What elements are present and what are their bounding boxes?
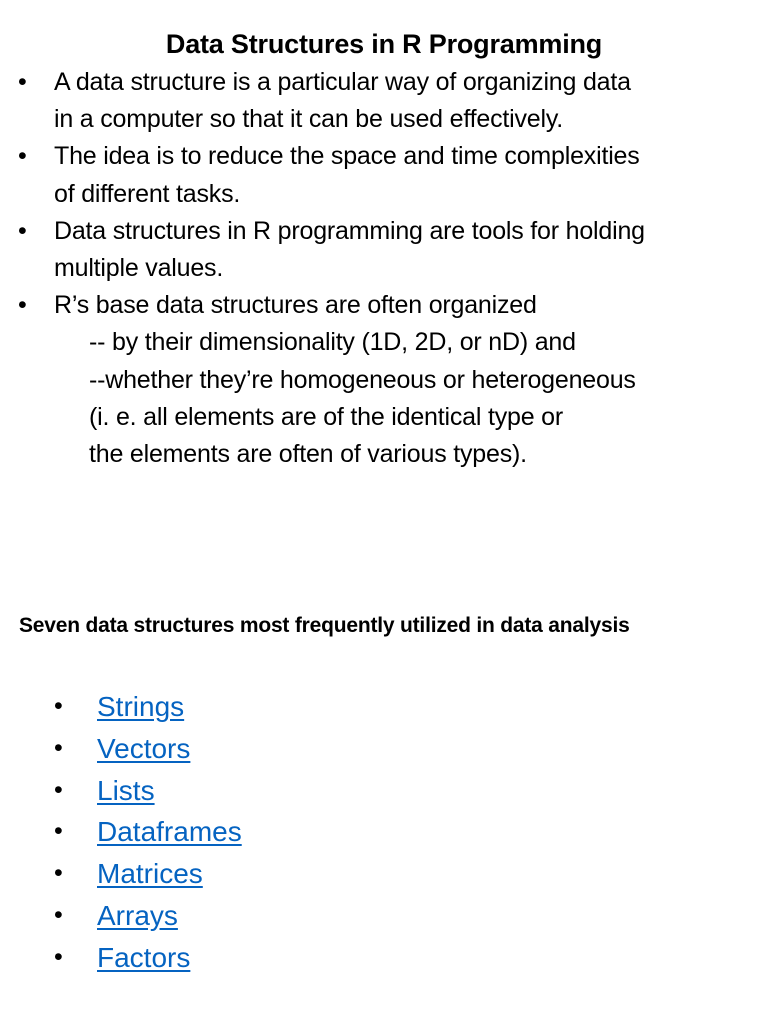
bullet-dot: • xyxy=(18,291,27,320)
list-item xyxy=(0,811,242,853)
bullet-item xyxy=(0,64,768,138)
bullet-item xyxy=(0,138,768,212)
bullet-dot: • xyxy=(18,216,27,245)
bullet-dot: • xyxy=(54,775,63,804)
list-item xyxy=(0,728,242,770)
link-lists[interactable]: Lists xyxy=(97,774,155,806)
list-item xyxy=(0,686,242,728)
link-strings[interactable]: Strings xyxy=(97,691,185,722)
bullet-dot: • xyxy=(18,68,27,96)
bullet-text-line: R’s base data structures are often organized xyxy=(54,291,537,320)
bullet-dot: • xyxy=(54,817,63,846)
bullet-text-line: in a computer so that it can be used effectively. xyxy=(54,105,564,134)
data-structure-link-list xyxy=(0,686,242,979)
bullet-subtext-line: --whether they’re homogeneous or heterogeneous xyxy=(89,365,636,394)
bullet-dot: • xyxy=(54,942,63,971)
bullet-text-line: A data structure is a particular way of organizing data xyxy=(54,68,631,96)
bullet-text-line: Data structures in R programming are tools for holding xyxy=(54,216,645,245)
bullet-dot: • xyxy=(54,900,63,929)
bullet-list xyxy=(0,64,768,473)
page-title: Data Structures in R Programming xyxy=(165,29,603,59)
bullet-subtext-line: -- by their dimensionality (1D, 2D, or nD) and xyxy=(89,328,576,357)
bullet-text-line: of different tasks. xyxy=(54,179,241,208)
bullet-subtext-line: the elements are often of various types). xyxy=(89,440,527,469)
link-arrays[interactable]: Arrays xyxy=(97,899,178,931)
bullet-dot: • xyxy=(18,142,27,171)
list-item xyxy=(0,770,242,812)
link-matrices[interactable]: Matrices xyxy=(97,858,203,890)
bullet-dot: • xyxy=(54,859,63,888)
bullet-dot: • xyxy=(54,733,63,762)
link-factors[interactable]: Factors xyxy=(97,941,191,973)
bullet-item xyxy=(0,213,768,287)
bullet-text-line: multiple values. xyxy=(54,254,224,283)
bullet-text-line: The idea is to reduce the space and time complexities xyxy=(54,142,640,171)
list-item xyxy=(0,853,242,895)
bullet-dot: • xyxy=(54,692,63,720)
bullet-subtext-line: (i. e. all elements are of the identical type or xyxy=(89,402,563,431)
bullet-item xyxy=(0,287,768,473)
list-item xyxy=(0,937,242,979)
list-item xyxy=(0,895,242,937)
link-vectors[interactable]: Vectors xyxy=(97,732,191,764)
section-subheading: Seven data structures most frequently utilized in data analysis xyxy=(19,614,630,637)
link-dataframes[interactable]: Dataframes xyxy=(97,816,242,848)
